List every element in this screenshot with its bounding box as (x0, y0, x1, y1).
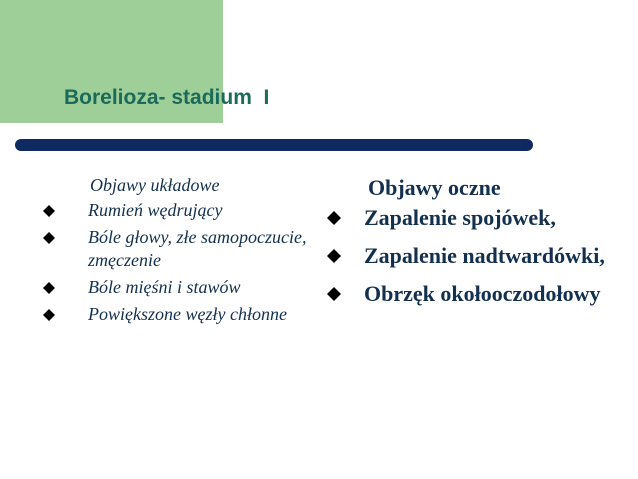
list-item-text: Bóle mięśni i stawów (88, 277, 241, 297)
diamond-bullet-icon (326, 242, 348, 270)
list-item-text: Obrzęk okołooczodołowy (364, 281, 601, 306)
list-item-text: Rumień wędrujący (88, 200, 223, 220)
list-item (322, 204, 622, 232)
right-column-list (322, 204, 622, 308)
title-divider-bar (15, 139, 533, 151)
list-item-text: Zapalenie nadtwardówki, (364, 243, 605, 268)
left-column-heading: Objawy układowe (90, 175, 220, 195)
list-item (40, 226, 310, 272)
slide-title: Borelioza- stadium I (64, 86, 270, 109)
list-item-text: Zapalenie spojówek, (364, 205, 556, 230)
diamond-bullet-icon (42, 199, 62, 222)
diamond-bullet-icon (42, 303, 62, 326)
diamond-bullet-icon (326, 204, 348, 232)
list-item-text: Bóle głowy, złe samopoczucie, zmęczenie (88, 227, 307, 270)
list-item (40, 199, 310, 222)
list-item (40, 303, 310, 326)
list-item-text: Powiększone węzły chłonne (88, 304, 287, 324)
right-column (322, 174, 622, 318)
list-item (40, 276, 310, 299)
list-item (322, 280, 622, 308)
diamond-bullet-icon (42, 226, 62, 249)
left-column (40, 174, 310, 330)
list-item (322, 242, 622, 270)
right-column-heading: Objawy oczne (368, 175, 501, 200)
diamond-bullet-icon (326, 280, 348, 308)
left-column-list (40, 199, 310, 326)
diamond-bullet-icon (42, 276, 62, 299)
